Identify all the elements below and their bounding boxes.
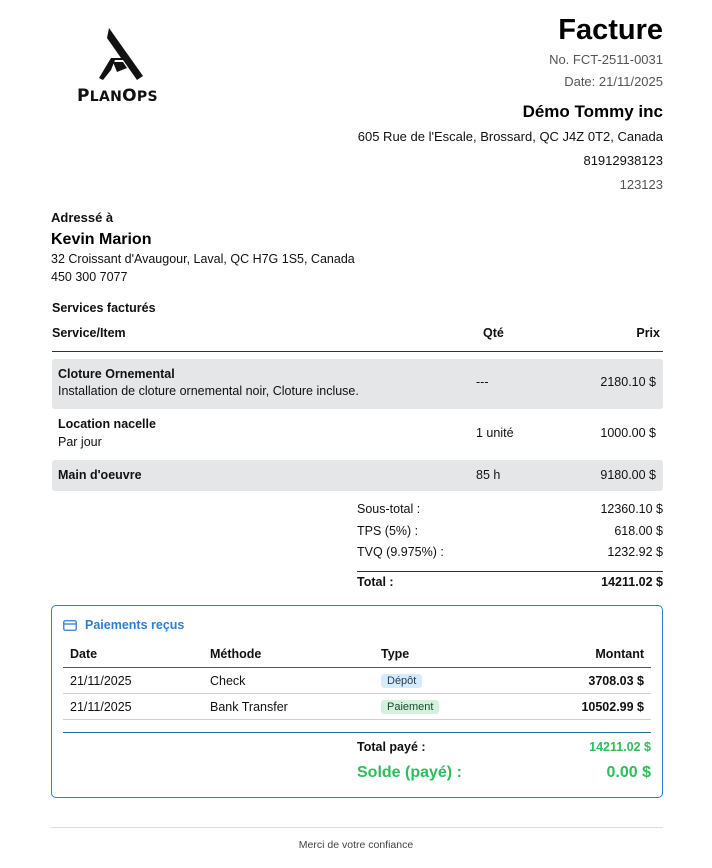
- invoice-title: Facture: [558, 14, 663, 46]
- table-row: [52, 460, 663, 491]
- total-value: 14211.02 $: [601, 574, 663, 589]
- invoice-date: Date: 21/11/2025: [564, 74, 663, 89]
- client-address: 32 Croissant d'Avaugour, Laval, QC H7G 1S5, Canada: [51, 252, 355, 266]
- service-name: Main d'oeuvre: [58, 468, 142, 482]
- invoice-header: [358, 14, 663, 194]
- payment-date: 21/11/2025: [70, 700, 132, 714]
- service-name: Cloture Ornemental: [58, 367, 175, 381]
- payment-amount: 3708.03 $: [588, 674, 644, 688]
- footer-text: Merci de votre confiance: [298, 839, 414, 851]
- col-service: Service/Item: [52, 326, 126, 340]
- payments-title-text: Paiements reçus: [85, 618, 185, 632]
- tvq-row: [357, 545, 663, 567]
- col-price: Prix: [636, 326, 660, 340]
- service-price: 2180.10 $: [600, 375, 656, 389]
- col-type: Type: [381, 647, 410, 661]
- payments-table-header: [63, 644, 651, 668]
- bill-to-label: Adressé à: [51, 210, 114, 225]
- tvq-label: TVQ (9.975%) :: [357, 545, 444, 559]
- total-paid-value: 14211.02 $: [589, 740, 651, 754]
- service-qty: 1 unité: [476, 426, 514, 440]
- total-row: [357, 571, 663, 593]
- subtotal-label: Sous-total :: [357, 502, 421, 516]
- table-row: [52, 410, 663, 460]
- payment-type-badge: Paiement: [381, 700, 439, 714]
- total-label: Total :: [357, 574, 394, 589]
- service-name: Location nacelle: [58, 417, 156, 431]
- bill-to-section: [51, 210, 355, 285]
- col-date: Date: [70, 647, 98, 661]
- payments-title: [63, 618, 184, 632]
- totals-section: [357, 502, 663, 593]
- total-paid-label: Total payé :: [357, 740, 426, 754]
- table-row: [52, 359, 663, 409]
- service-qty: ---: [476, 375, 489, 389]
- service-qty: 85 h: [476, 468, 501, 482]
- balance-value: 0.00 $: [606, 764, 651, 781]
- payment-date: 21/11/2025: [70, 674, 132, 688]
- tps-row: [357, 524, 663, 546]
- col-amount: Montant: [595, 647, 644, 661]
- client-phone: 450 300 7077: [51, 270, 128, 284]
- service-desc: Par jour: [58, 435, 102, 449]
- planops-logo-icon: [99, 28, 143, 82]
- subtotal-row: [357, 502, 663, 524]
- tps-label: TPS (5%) :: [357, 523, 419, 538]
- company-name: Démo Tommy inc: [522, 102, 663, 121]
- subtotal-value: 12360.10 $: [600, 502, 663, 516]
- client-name: Kevin Marion: [51, 231, 152, 248]
- footer-divider: [51, 827, 663, 828]
- credit-card-icon: [63, 620, 77, 631]
- invoice-number: No. FCT-2511-0031: [549, 52, 663, 67]
- payment-method: Check: [210, 674, 246, 688]
- payment-row: [63, 668, 651, 694]
- tps-value: 618.00 $: [614, 523, 663, 538]
- company-address: 605 Rue de l'Escale, Brossard, QC J4Z 0T2, Canada: [357, 129, 663, 144]
- company-phone: 81912938123: [583, 153, 663, 168]
- payment-type-badge: Dépôt: [381, 674, 422, 688]
- payment-amount: 10502.99 $: [581, 700, 644, 714]
- services-title: Services facturés: [52, 301, 156, 315]
- service-price: 1000.00 $: [600, 426, 656, 440]
- payments-divider: [63, 732, 651, 733]
- balance-label: Solde (payé) :: [357, 764, 462, 781]
- col-method: Méthode: [210, 647, 262, 661]
- col-qty: Qté: [483, 326, 504, 340]
- payment-row: [63, 694, 651, 720]
- service-desc: Installation de cloture ornemental noir, Cloture incluse.: [58, 384, 359, 398]
- company-tax-id: 123123: [619, 177, 663, 192]
- services-table-header: [52, 326, 663, 352]
- payments-panel: [51, 605, 663, 798]
- logo-wordmark: PLANOPS: [77, 86, 158, 106]
- company-logo: [77, 28, 169, 106]
- service-price: 9180.00 $: [600, 468, 656, 482]
- payment-method: Bank Transfer: [210, 700, 288, 714]
- tvq-value: 1232.92 $: [607, 545, 663, 559]
